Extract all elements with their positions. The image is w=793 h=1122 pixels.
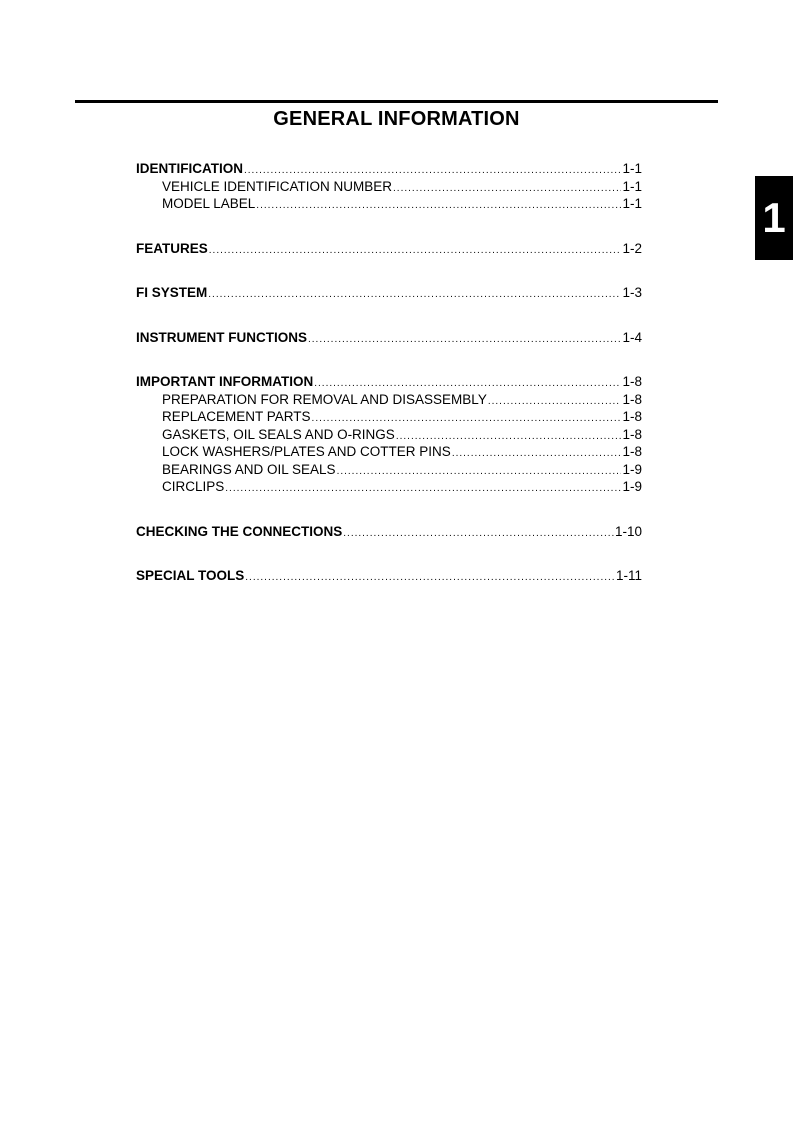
toc-section <box>136 160 642 213</box>
toc-entry-label: INSTRUMENT FUNCTIONS <box>136 329 307 345</box>
dot-leader <box>209 242 622 260</box>
toc-entry-label: SPECIAL TOOLS <box>136 568 245 583</box>
toc-page-number: 1-8 <box>622 409 642 424</box>
toc-page-number: 1-11 <box>615 568 642 583</box>
toc-page-number: 1-4 <box>622 329 642 345</box>
toc-entry-main[interactable] <box>136 373 642 391</box>
toc-entry-sub[interactable] <box>136 461 642 479</box>
dot-leader <box>393 180 621 198</box>
toc-page-number: 1-1 <box>622 196 642 211</box>
dot-leader <box>488 393 622 411</box>
toc-entry-main[interactable] <box>136 329 642 347</box>
toc-page-number: 1-8 <box>622 444 642 459</box>
toc-page-number: 1-9 <box>622 461 642 477</box>
toc-entry-label: BEARINGS AND OIL SEALS <box>162 461 336 477</box>
toc-entry-label: PREPARATION FOR REMOVAL AND DISASSEMBLY <box>162 391 487 407</box>
toc-entry-main[interactable] <box>136 160 642 178</box>
toc-page-number: 1-2 <box>622 240 642 256</box>
dot-leader <box>256 197 621 215</box>
toc-entry-label: FEATURES <box>136 240 208 256</box>
toc-page-number: 1-1 <box>622 178 642 194</box>
toc-entry-sub[interactable] <box>136 391 642 409</box>
toc-entry-main[interactable] <box>136 567 642 585</box>
toc-entry-main[interactable] <box>136 284 642 302</box>
toc-entry-label: CIRCLIPS <box>162 479 225 494</box>
toc-section <box>136 284 642 302</box>
toc-entry-label: VEHICLE IDENTIFICATION NUMBER <box>162 178 393 194</box>
toc-entry-label: IDENTIFICATION <box>136 161 243 176</box>
toc-entry-sub[interactable] <box>136 178 642 196</box>
toc-entry-sub[interactable] <box>136 478 642 496</box>
dot-leader <box>208 286 621 304</box>
toc-section <box>136 523 642 541</box>
toc-entry-sub[interactable] <box>136 426 642 444</box>
toc-page-number: 1-8 <box>622 391 642 407</box>
toc-entry-label: GASKETS, OIL SEALS AND O-RINGS <box>162 426 395 442</box>
toc-page-number: 1-10 <box>614 523 642 539</box>
toc-page-number: 1-9 <box>622 479 642 494</box>
toc-entry-label: MODEL LABEL <box>162 196 256 211</box>
table-of-contents <box>136 160 642 612</box>
toc-entry-sub[interactable] <box>136 408 642 426</box>
toc-section <box>136 373 642 496</box>
dot-leader <box>343 525 614 543</box>
toc-entry-label: FI SYSTEM <box>136 285 208 300</box>
page-title: GENERAL INFORMATION <box>273 108 520 130</box>
toc-entry-sub[interactable] <box>136 443 642 461</box>
dot-leader <box>452 445 622 463</box>
toc-section <box>136 240 642 258</box>
toc-entry-label: REPLACEMENT PARTS <box>162 409 311 424</box>
toc-section <box>136 567 642 585</box>
toc-entry-main[interactable] <box>136 523 642 541</box>
toc-entry-label: CHECKING THE CONNECTIONS <box>136 523 343 539</box>
dot-leader <box>245 569 615 587</box>
toc-page-number: 1-3 <box>622 285 642 300</box>
toc-entry-label: IMPORTANT INFORMATION <box>136 374 314 389</box>
toc-page-number: 1-8 <box>622 426 642 442</box>
toc-page-number: 1-1 <box>622 161 642 176</box>
dot-leader <box>225 480 621 498</box>
toc-entry-sub[interactable] <box>136 195 642 213</box>
top-rule <box>75 100 718 103</box>
dot-leader <box>337 463 622 481</box>
toc-page-number: 1-8 <box>622 374 642 389</box>
dot-leader <box>308 331 621 349</box>
toc-entry-main[interactable] <box>136 240 642 258</box>
toc-section <box>136 329 642 347</box>
toc-entry-label: LOCK WASHERS/PLATES AND COTTER PINS <box>162 444 451 459</box>
chapter-tab: 1 <box>755 176 793 260</box>
